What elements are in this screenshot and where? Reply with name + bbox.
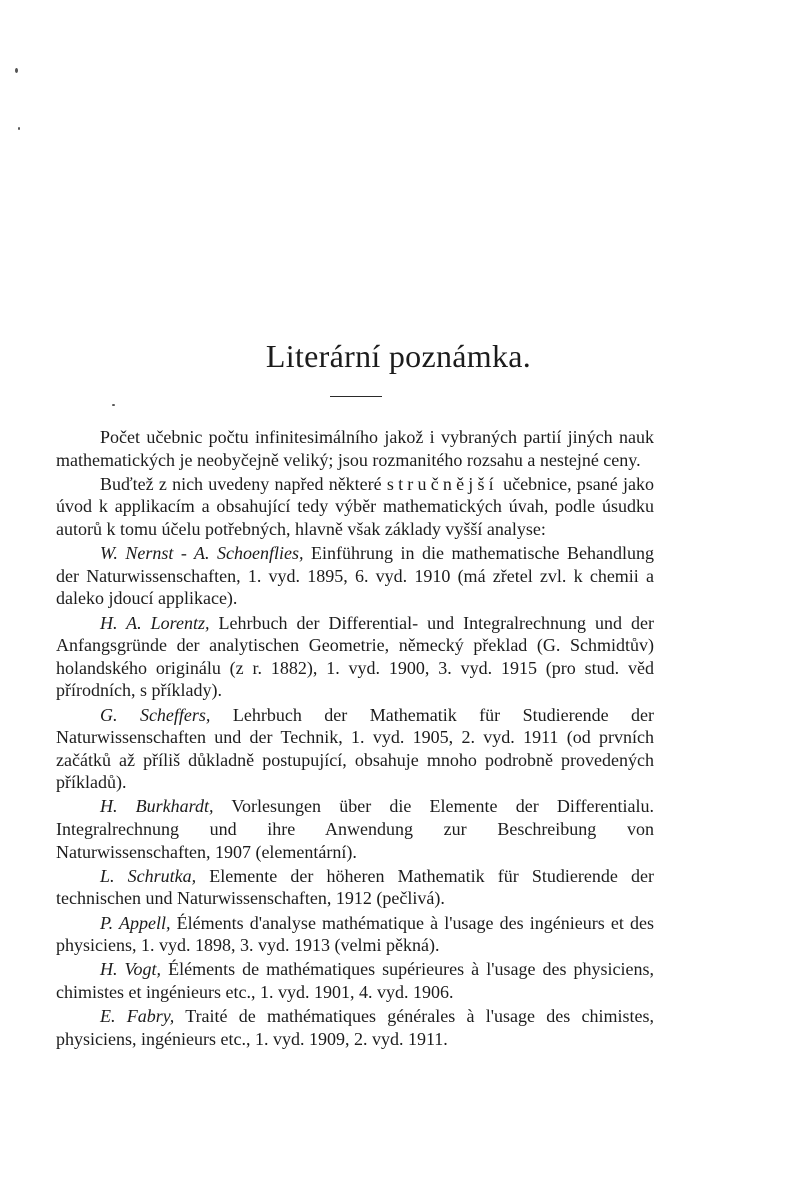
reference-entry — [56, 795, 654, 863]
intro-paragraph — [56, 426, 654, 471]
reference-author: P. Appell, — [100, 912, 171, 933]
title-divider — [330, 396, 382, 397]
page-title: Literární poznámka. — [265, 338, 532, 374]
reference-text: Vorlesungen über die Elemente der Differentialu. Integralrechnung und ihre Anwendung zur Beschreibung von Naturwissenschaften, 1907 (elementární). — [56, 796, 654, 862]
scan-speck — [18, 127, 20, 130]
intro-text: Buďtež z nich uvedeny napřed některé — [100, 473, 387, 494]
reference-author: H. Vogt, — [100, 959, 162, 980]
intro-paragraph — [56, 473, 654, 541]
reference-entry — [56, 1005, 654, 1050]
intro-text: Počet učebnic počtu infinitesimálního jakož i vybraných partií jiných nauk mathematických je neobyčejně veliký; jsou rozmanitého rozsahu a nestejné ceny. — [56, 427, 654, 470]
scan-speck — [15, 68, 18, 73]
reference-author: H. Burkhardt, — [100, 796, 214, 817]
reference-author: L. Schrutka, — [100, 865, 197, 886]
reference-entry — [56, 912, 654, 957]
reference-text: Traité de mathématiques générales à l'usage des chimistes, physiciens, ingénieurs etc., 1. vyd. 1909, 2. vyd. 1911. — [56, 1006, 654, 1049]
body-text — [56, 426, 654, 1050]
reference-author: W. Nernst - A. Schoenflies, — [100, 543, 304, 564]
reference-entry — [56, 865, 654, 910]
reference-text: Éléments de mathématiques supérieures à l'usage des physiciens, chimistes et ingénieurs etc., 1. vyd. 1901, 4. vyd. 1906. — [56, 959, 654, 1002]
emphasized-word: stručnější — [386, 473, 498, 494]
reference-entry — [56, 542, 654, 610]
reference-entry — [56, 704, 654, 794]
reference-author: E. Fabry, — [100, 1006, 175, 1027]
reference-author: H. A. Lorentz, — [100, 612, 210, 633]
reference-text: Lehrbuch der Mathematik für Studierende der Naturwissenschaften und der Technik, 1. vyd. 1905, 2. vyd. 1911 (od prvních začátků až příliš důkladně postupující, obsahuje mnoho podrobně provedených příkladů). — [56, 704, 655, 793]
scan-speck — [112, 404, 115, 406]
reference-text: Lehrbuch der Differential- und Integralrechnung und der Anfangsgründe der analytischen Geometrie, německý překlad (G. Schmidtův) holandského originálu (z r. 1882), 1. vyd. 1900, 3. vyd. 1915 (pro stud. věd přírodních, s příklady). — [56, 612, 655, 701]
reference-text: Elemente der höheren Mathematik für Studierende der technischen und Naturwissenschaften, 1912 (pečlivá). — [56, 865, 654, 909]
reference-text: Éléments d'analyse mathématique à l'usage des ingénieurs et des physiciens, 1. vyd. 1898, 3. vyd. 1913 (velmi pěkná). — [56, 912, 654, 956]
reference-entry — [56, 612, 654, 702]
intro-text: učebnice, psané jako úvod k applikacím a obsahující tedy výběr mathematických úvah, podle úsudku autorů k tomu účelu potřebných, hlavně však základy vyšší analyse: — [56, 473, 655, 539]
reference-entry — [56, 958, 654, 1003]
reference-text: Einführung in die mathematische Behandlung der Naturwissenschaften, 1. vyd. 1895, 6. vyd. 1910 (má zřetel zvl. k chemii a daleko jdoucí applikace). — [56, 543, 654, 609]
reference-author: G. Scheffers, — [100, 704, 211, 725]
